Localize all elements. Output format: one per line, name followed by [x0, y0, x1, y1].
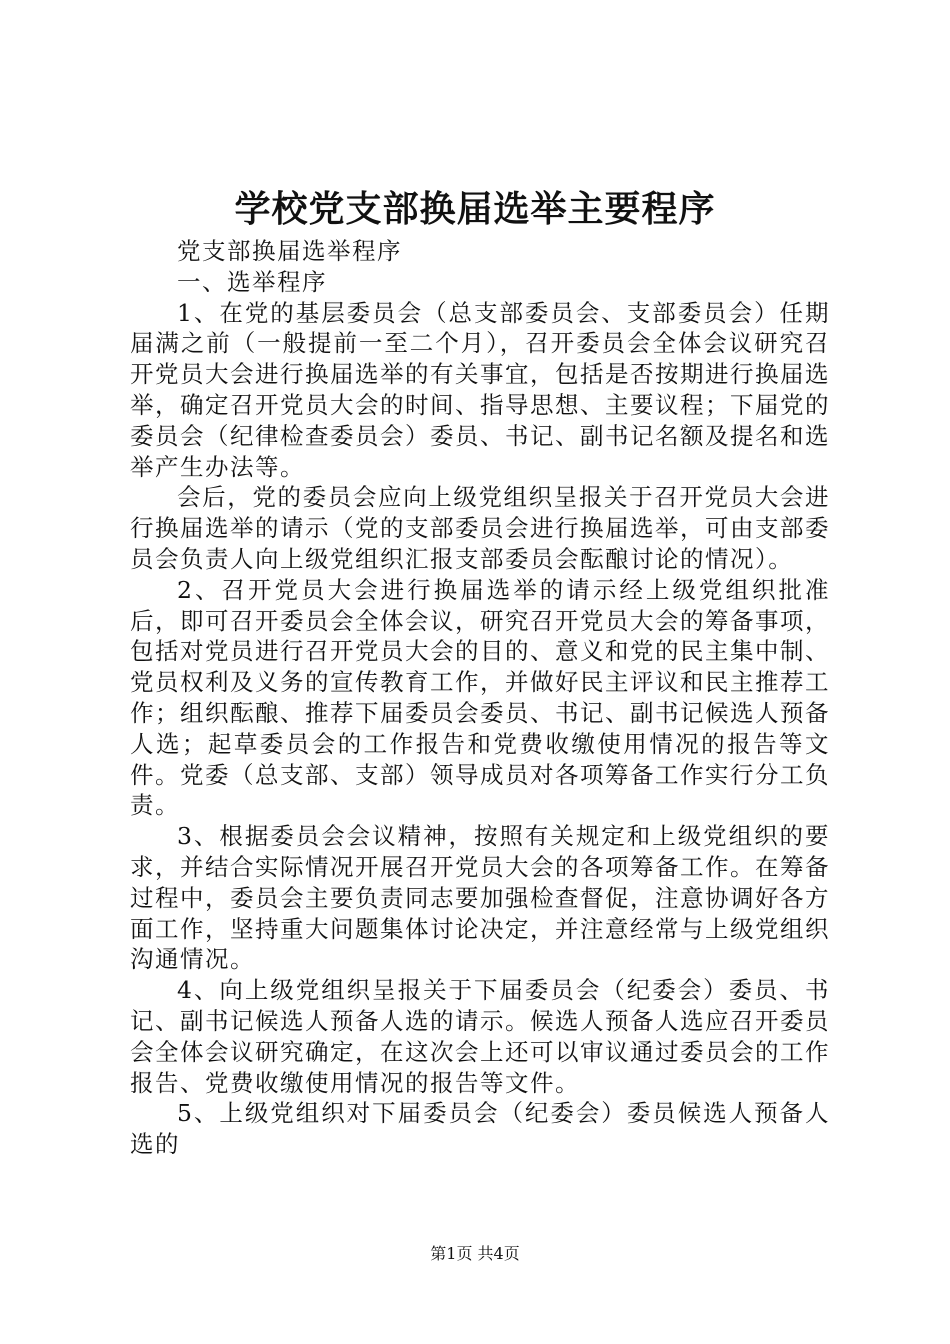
paragraph-step-1: 1、在党的基层委员会（总支部委员会、支部委员会）任期届满之前（一般提前一至二个月），召开委员会全体会议研究召开党员大会进行换届选举的有关事宜，包括是否按期进行换届选举，确定召开党员大会的时间、指导思想、主要议程；下届党的委员会（纪律检查委员会）委员、书记、副书记名额及提名和选举产生办法等。 — [130, 298, 830, 481]
document-title: 学校党支部换届选举主要程序 — [234, 188, 716, 230]
paragraph-step-2: 2、召开党员大会进行换届选举的请示经上级党组织批准后，即可召开委员会全体会议，研究召开党员大会的筹备事项，包括对党员进行召开党员大会的目的、意义和党的民主集中制、党员权利及义务的宣传教育工作，并做好民主评议和民主推荐工作；组织酝酿、推荐下届委员会委员、书记、副书记候选人预备人选；起草委员会的工作报告和党费收缴使用情况的报告等文件。党委（总支部、支部）领导成员对各项筹备工作实行分工负责。 — [130, 575, 830, 820]
document-body — [130, 236, 830, 1160]
paragraph-section-heading: 一、选举程序 — [177, 267, 327, 296]
paragraph-step-4: 4、向上级党组织呈报关于下届委员会（纪委会）委员、书记、副书记候选人预备人选的请示。候选人预备人选应召开委员会全体会议研究确定，在这次会上还可以审议通过委员会的工作报告、党费收缴使用情况的报告等文件。 — [130, 976, 830, 1097]
paragraph-step-5: 5、上级党组织对下届委员会（纪委会）委员候选人预备人选的 — [130, 1099, 830, 1159]
paragraph-step-1-followup: 会后，党的委员会应向上级党组织呈报关于召开党员大会进行换届选举的请示（党的支部委员会进行换届选举，可由支部委员会负责人向上级党组织汇报支部委员会酝酿讨论的情况）。 — [130, 483, 830, 573]
paragraph-step-3: 3、根据委员会会议精神，按照有关规定和上级党组织的要求，并结合实际情况开展召开党员大会的各项筹备工作。在筹备过程中，委员会主要负责同志要加强检查督促，注意协调好各方面工作，坚持重大问题集体讨论决定，并注意经常与上级党组织沟通情况。 — [130, 822, 830, 974]
paragraph-subtitle: 党支部换届选举程序 — [177, 237, 402, 265]
page-footer: 第1页 共4页 — [430, 1244, 520, 1263]
